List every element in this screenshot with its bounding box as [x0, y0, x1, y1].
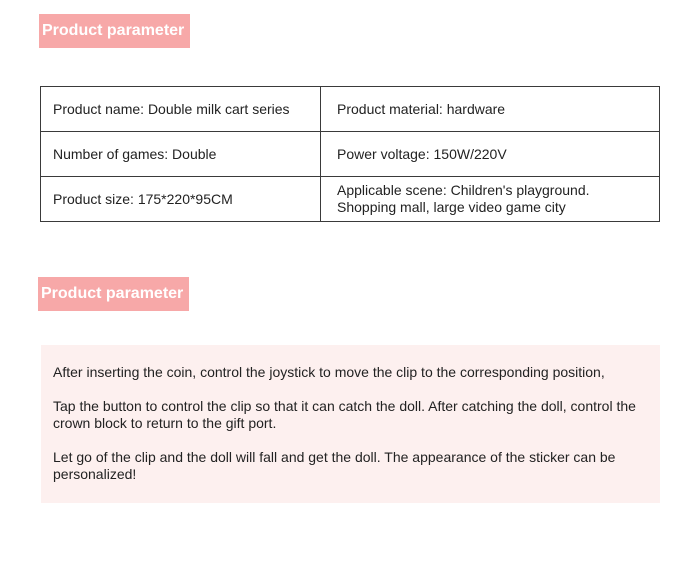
- section-title-product-parameter: Product parameter: [39, 14, 190, 48]
- table-row: [41, 87, 660, 132]
- param-power-voltage: Power voltage: 150W/220V: [321, 132, 660, 177]
- description-paragraph: Tap the button to control the clip so that it can catch the doll. After catching the doll, control the crown block to return to the gift port.: [53, 398, 636, 431]
- param-number-of-games: Number of games: Double: [41, 132, 321, 177]
- description-paragraph: After inserting the coin, control the joystick to move the clip to the corresponding position,: [53, 364, 605, 380]
- table-row: [41, 132, 660, 177]
- table-row: [41, 177, 660, 222]
- param-product-size: Product size: 175*220*95CM: [41, 177, 321, 222]
- product-description: [41, 345, 660, 503]
- param-applicable-scene: [321, 177, 660, 222]
- applicable-scene-line-2: Shopping mall, large video game city: [337, 199, 566, 215]
- applicable-scene-line-1: Applicable scene: Children's playground.: [337, 182, 590, 198]
- product-parameter-table: [40, 86, 660, 222]
- description-paragraph: Let go of the clip and the doll will fall and get the doll. The appearance of the sticker can be personalized!: [53, 449, 616, 482]
- param-product-name: Product name: Double milk cart series: [41, 87, 321, 132]
- param-product-material: Product material: hardware: [321, 87, 660, 132]
- section-title-product-parameter-2: Product parameter: [38, 277, 189, 311]
